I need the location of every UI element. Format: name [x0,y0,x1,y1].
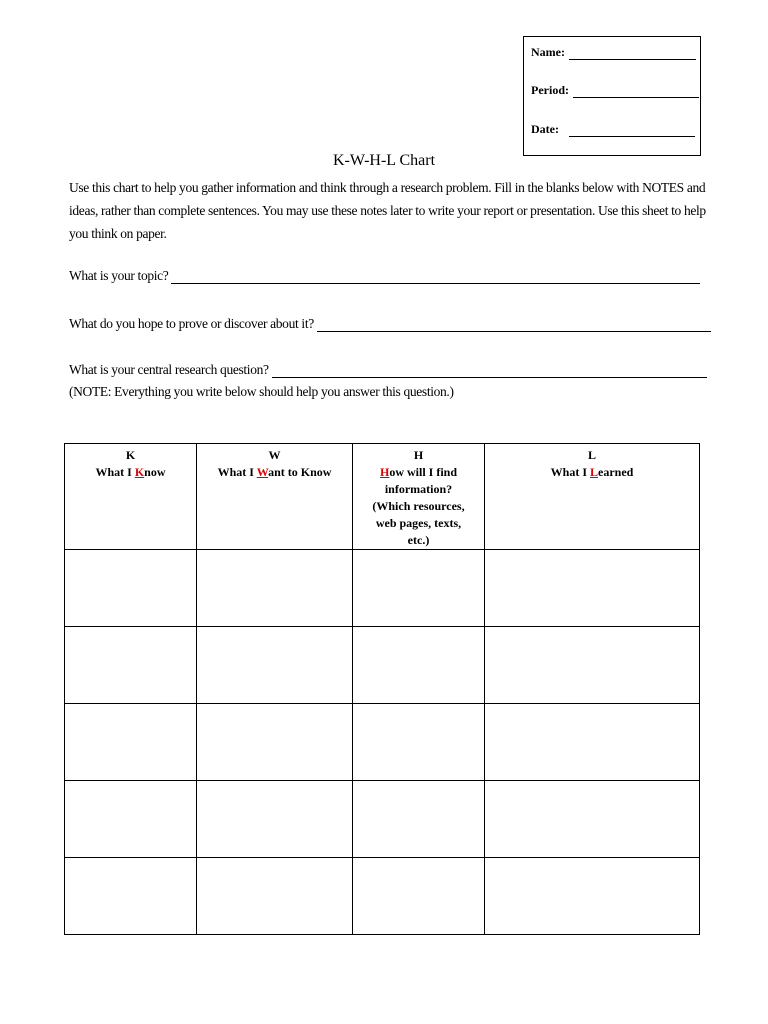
table-cell-w[interactable] [197,858,353,935]
topic-answer-line[interactable] [171,268,700,284]
table-cell-w[interactable] [197,781,353,858]
column-header-w [197,444,353,550]
topic-question-label: What is your topic? [69,268,169,283]
column-title-h: How will I find information? [379,465,458,496]
table-cell-k[interactable] [65,550,197,627]
table-cell-k[interactable] [65,627,197,704]
name-field[interactable] [569,47,696,60]
table-cell-w[interactable] [197,627,353,704]
table-cell-k[interactable] [65,781,197,858]
column-title-k: What I Know [95,465,166,479]
table-cell-l[interactable] [485,550,700,627]
table-cell-l[interactable] [485,781,700,858]
column-letter-l: L [587,448,596,462]
research-note: (NOTE: Everything you write below should help you answer this question.) [69,384,454,399]
intro-text: Use this chart to help you gather information and think through a research problem. Fill in the blanks below with NOTES and ideas, rather than complete sentences. You may use these notes later to write your report or presentation. Use this sheet to help you think on paper. [69,180,706,241]
table-cell-l[interactable] [485,627,700,704]
discover-question [69,316,711,332]
kwhl-header-row [65,444,700,550]
period-label: Period: [531,83,569,97]
column-header-l [485,444,700,550]
table-row [65,781,700,858]
table-cell-h[interactable] [353,704,485,781]
kwhl-table [64,443,700,935]
table-cell-k[interactable] [65,858,197,935]
table-cell-h[interactable] [353,627,485,704]
period-row [531,83,699,98]
name-label: Name: [531,45,565,59]
discover-question-label: What do you hope to prove or discover about it? [69,316,314,331]
column-title-l: What I Learned [550,465,634,479]
table-cell-w[interactable] [197,550,353,627]
table-row [65,627,700,704]
column-letter-k: K [125,448,136,462]
research-question [69,362,707,378]
column-title-w: What I Want to Know [217,465,332,479]
date-row [531,122,695,137]
table-cell-h[interactable] [353,781,485,858]
column-letter-h: H [413,448,424,462]
key-letter-k: K [134,465,145,479]
table-cell-l[interactable] [485,704,700,781]
date-label: Date: [531,122,559,136]
name-row [531,45,696,60]
table-row [65,858,700,935]
period-field[interactable] [573,85,699,98]
topic-question [69,268,700,284]
column-subtitle-h: (Which resources, web pages, texts, etc.) [372,499,465,547]
key-letter-w: W [256,465,269,479]
page-title: K-W-H-L Chart [332,152,436,169]
discover-answer-line[interactable] [317,316,711,332]
table-cell-h[interactable] [353,550,485,627]
column-header-k [65,444,197,550]
table-cell-k[interactable] [65,704,197,781]
table-cell-w[interactable] [197,704,353,781]
column-letter-w: W [268,448,281,462]
student-info-box [523,36,701,156]
table-row [65,704,700,781]
research-answer-line[interactable] [272,362,707,378]
table-row [65,550,700,627]
key-letter-h: H [379,465,390,479]
column-header-h [353,444,485,550]
key-letter-l: L [590,465,599,479]
research-question-label: What is your central research question? [69,362,269,377]
table-cell-l[interactable] [485,858,700,935]
date-field[interactable] [569,124,695,137]
table-cell-h[interactable] [353,858,485,935]
